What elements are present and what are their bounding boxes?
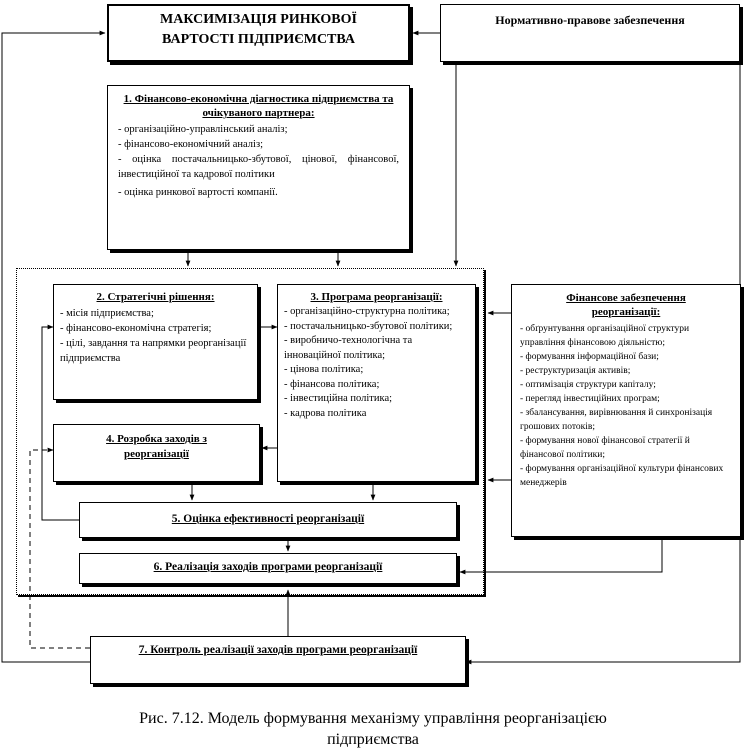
evaluation-box	[79, 502, 457, 538]
goal-title: МАКСИМІЗАЦІЯ РИНКОВОЇ ВАРТОСТІ ПІДПРИЄМСТВА	[160, 12, 357, 47]
strategic-list	[60, 306, 251, 366]
list-item: - виробничо-технологічна та інноваційної політика;	[284, 335, 413, 361]
goal-box	[107, 4, 410, 62]
list-item: - інвестиційна політика;	[284, 393, 393, 404]
legal-box	[440, 4, 740, 62]
strategic-box	[53, 284, 258, 400]
program-list	[284, 305, 471, 421]
control-title: 7. Контроль реалізації заходів програми реорганізації	[138, 644, 418, 656]
list-item: - організаційно-управлінський аналіз;	[118, 124, 288, 135]
list-item: - місія підприємства;	[60, 308, 154, 319]
measures-title: 4. Розробка заходів з реорганізації	[106, 433, 207, 460]
strategic-title: 2. Стратегічні рішення:	[96, 291, 215, 303]
list-item: - формування організаційної культури фінансових менеджерів	[520, 464, 724, 488]
list-item: - оптимізація структури капіталу;	[520, 380, 656, 390]
program-box	[277, 284, 476, 482]
measures-box	[53, 424, 260, 482]
list-item: - постачальницько-збутової політики;	[284, 320, 453, 332]
finance-title: Фінансове забезпечення реорганізації:	[566, 292, 686, 318]
diagnostics-title: 1. Фінансово-економічна діагностика підприємства та очікуваного партнера:	[123, 93, 394, 119]
program-title: 3. Програма реорганізації:	[310, 291, 443, 303]
diagnostics-list	[118, 122, 399, 200]
list-item: - фінансова політика;	[284, 378, 380, 390]
implementation-box	[79, 553, 457, 584]
list-item: - обґрунтування організаційної структури управління фінансовою діяльністю;	[520, 324, 690, 348]
finance-list	[520, 322, 734, 490]
list-item: - організаційно-структурна політика;	[284, 306, 450, 317]
list-item: - перегляд інвестиційних програм;	[520, 394, 660, 404]
list-item: - оцінка постачальницько-збутової, цінової, фінансової, інвестиційної та кадрової політики	[118, 154, 399, 180]
list-item: - формування нової фінансової стратегії й фінансової політики;	[520, 436, 690, 460]
evaluation-title: 5. Оцінка ефективності реорганізації	[171, 513, 365, 525]
list-item: - фінансово-економічний аналіз;	[118, 139, 264, 150]
list-item: - фінансово-економічна стратегія;	[60, 323, 212, 334]
implementation-title: 6. Реалізація заходів програми реорганізації	[153, 561, 383, 573]
diagnostics-box	[107, 85, 410, 250]
control-box	[90, 636, 466, 684]
list-item: - цілі, завдання та напрямки реорганізації підприємства	[60, 338, 247, 364]
list-item: - кадрова політика	[284, 407, 367, 419]
figure-caption-line2: підприємства	[327, 731, 419, 748]
list-item: - формування інформаційної бази;	[520, 352, 659, 362]
list-item: - збалансування, вирівнювання й синхронізація грошових потоків;	[520, 408, 713, 432]
list-item: - реструктуризація активів;	[520, 366, 631, 376]
figure-caption-line1: Рис. 7.12. Модель формування механізму управління реорганізацією	[139, 710, 607, 727]
list-item: - оцінка ринкової вартості компанії.	[118, 187, 278, 198]
finance-box	[511, 284, 741, 537]
legal-title: Нормативно-правове забезпечення	[495, 13, 685, 27]
list-item: - цінова політика;	[284, 364, 364, 375]
